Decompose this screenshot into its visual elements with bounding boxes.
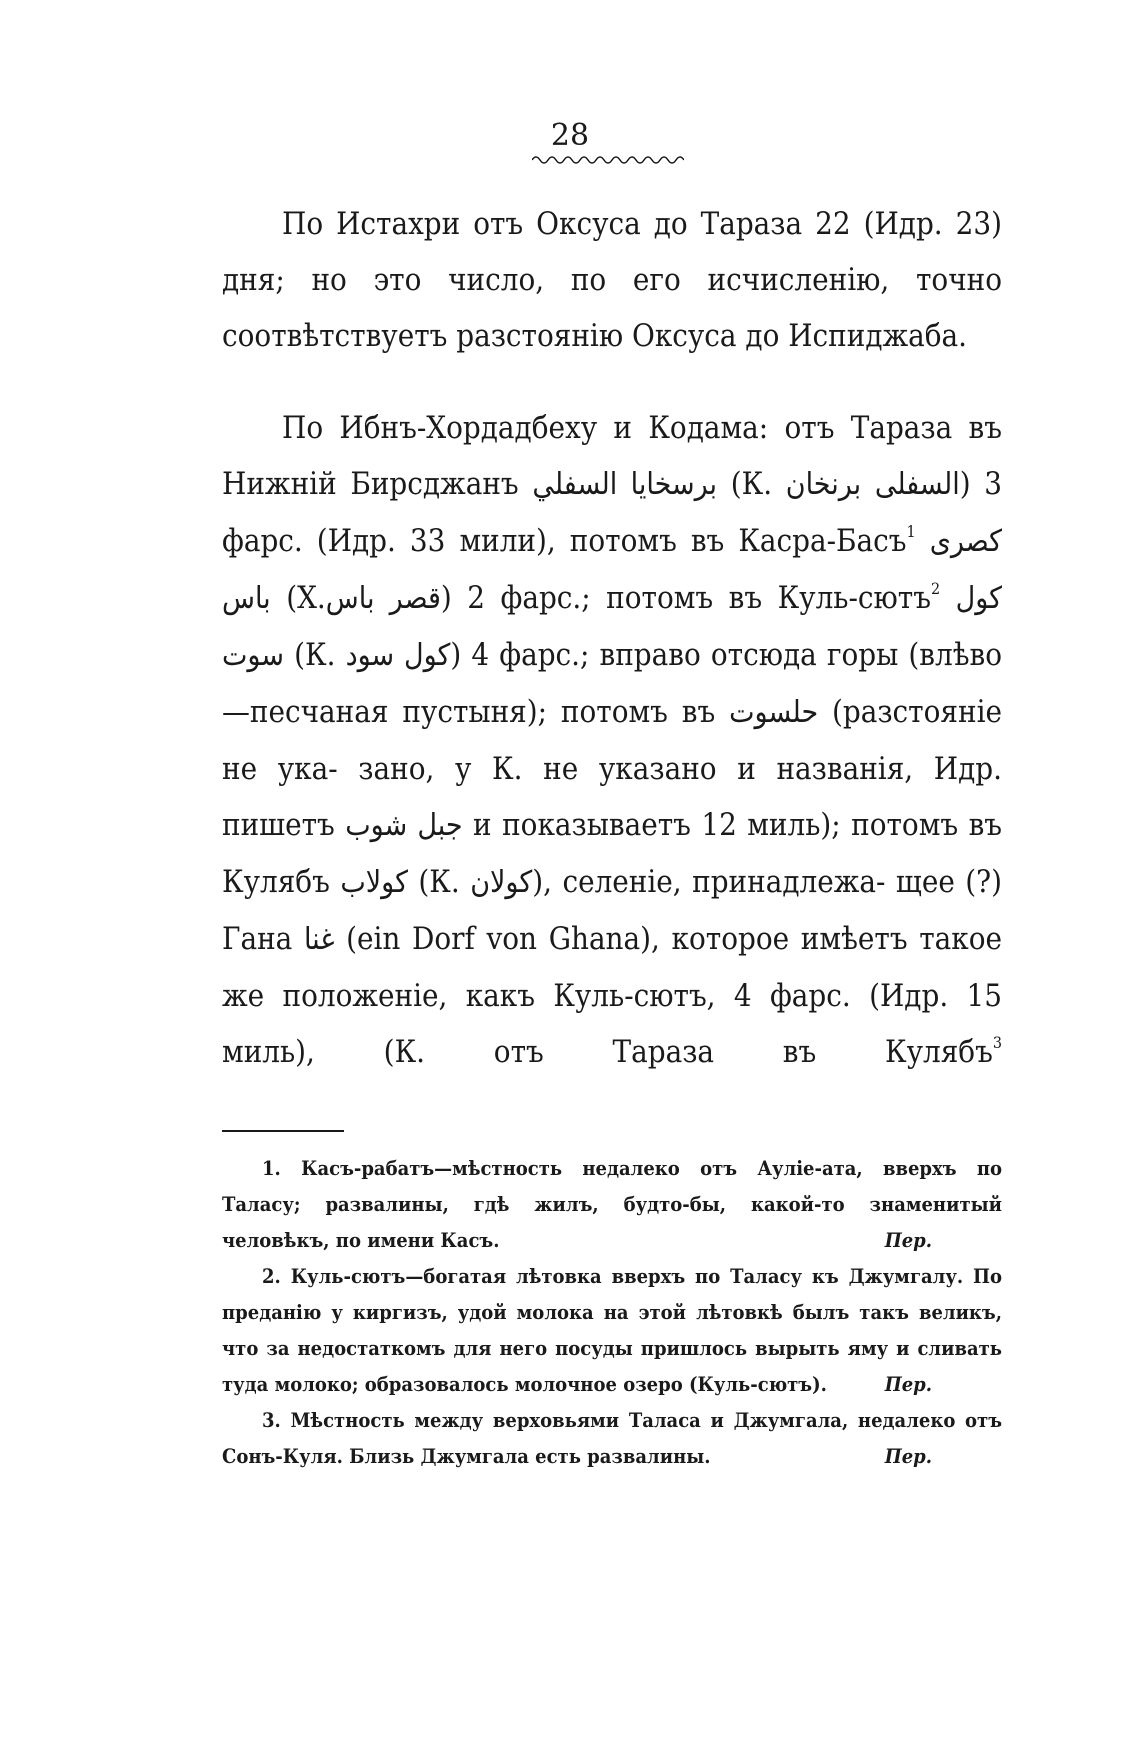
p2-line-5c: ) [450, 637, 462, 673]
translator-mark: Пер. [884, 1372, 932, 1396]
arabic-term: حلسوت [729, 695, 819, 730]
arabic-term: كولاب [340, 865, 408, 900]
footnote-2 [222, 1258, 1002, 1402]
footnote-3-text: 3. Мѣстность между верховьями Таласа и Джумгала, недалеко отъ Сонъ-Куля. Близь Джумгала есть развалины. [222, 1408, 1002, 1468]
p2-line-2b: (К. [730, 466, 773, 502]
footnote-3 [222, 1402, 1002, 1474]
p2-line-8: зано, у К. не указано и названія, Идр. пишетъ [222, 751, 1002, 843]
arabic-term: قصر باس [325, 581, 441, 616]
footnote-mark-2[interactable]: 2 [930, 579, 941, 598]
p2-line-3b: ) 3 фарс. (Идр. 33 мили), потомъ въ [222, 466, 1003, 559]
p2-line-5a: потомъ въ Куль-сютъ [606, 580, 931, 616]
p2-line-4a: Касра-Басъ [738, 523, 907, 559]
p1-line-2: 23) дня; но это число, по его исчисленію, точно [222, 206, 1002, 298]
paragraph-2 [222, 400, 1002, 1080]
translator-mark: Пер. [884, 1444, 932, 1468]
p2-line-7a: пустыня); потомъ въ [402, 694, 716, 730]
arabic-term: كول سوت [222, 581, 1002, 673]
arabic-term: جبل شوب [345, 808, 463, 843]
arabic-term: كصرى باس [222, 524, 1003, 616]
p2-line-4c: ) 2 фарс.; [440, 580, 591, 616]
p2-line-1: По Ибнъ-Хордадбеху и Кодама: отъ Тараза въ [282, 410, 1002, 446]
p2-line-2a: Нижній Бирсджанъ [222, 466, 519, 502]
p2-line-7b: (разстояніе не ука- [222, 694, 1002, 787]
footnote-mark-1[interactable]: 1 [906, 522, 916, 541]
footnotes [222, 1150, 1002, 1474]
main-text [222, 196, 1002, 1080]
p2-line-4b: (Х. [286, 580, 326, 616]
arabic-term: غنا [303, 922, 335, 957]
footnote-divider [222, 1130, 344, 1132]
paragraph-gap [222, 364, 1002, 400]
footnote-1 [222, 1150, 1002, 1258]
wavy-ornament-icon [532, 154, 684, 166]
arabic-term: برسخايا السفلي [532, 467, 718, 502]
arabic-term: كول سود [345, 638, 451, 673]
p1-line-1: По Истахри отъ Оксуса до Тараза 22 (Идр. [282, 206, 943, 242]
p2-line-10b: (К. [418, 864, 460, 900]
page-number: 28 [550, 118, 590, 153]
paragraph-1-end [222, 308, 1002, 364]
arabic-term: كولان [470, 865, 533, 900]
p2-line-10c: ), селеніе, принадлежа- [532, 864, 886, 900]
p2-line-13: фарс. (Идр. 15 миль), (К. отъ Тараза въ Кулябъ [222, 978, 1003, 1070]
p2-line-9b: и показываетъ 12 миль); потомъ въ [473, 807, 1002, 843]
footnote-2-text: 2. Куль-сютъ—богатая лѣтовка вверхъ по Таласу къ Джумгалу. По преданію у киргизъ, удой молока на этой лѣтовкѣ былъ такъ великъ, что за недостаткомъ для него посуды пришлось вырыть яму и сливать туда молоко; образовалось молочное озеро (Куль-сютъ). [222, 1264, 1002, 1396]
footnote-mark-3[interactable]: 3 [992, 1033, 1002, 1052]
p2-line-6: 4 фарс.; вправо отсюда горы (влѣво—песчаная [222, 637, 1003, 730]
translator-mark: Пер. [884, 1228, 932, 1252]
paragraph-1 [222, 196, 1002, 308]
p2-line-12: имѣетъ такое же положеніе, какъ Куль-сютъ, 4 [222, 921, 1002, 1014]
arabic-term: برنخان [785, 467, 862, 502]
p2-line-10a: Кулябъ [222, 864, 330, 900]
p2-line-11a: щее (?) Гана [222, 864, 1003, 957]
footnote-1-text: 1. Касъ-рабатъ—мѣстность недалеко отъ Ауліе-ата, вверхъ по Таласу; развалины, гдѣ жилъ, будто-бы, какой-то знаменитый человѣкъ, по имени Касъ. [222, 1156, 1002, 1252]
arabic-term: السفلى [874, 467, 960, 502]
p2-line-11b: (ein Dorf von Ghana), которое [346, 921, 790, 957]
p1-line-3: соотвѣтствуетъ разстоянію Оксуса до Испиджаба. [222, 318, 968, 354]
p2-line-5b: (К. [294, 637, 336, 673]
